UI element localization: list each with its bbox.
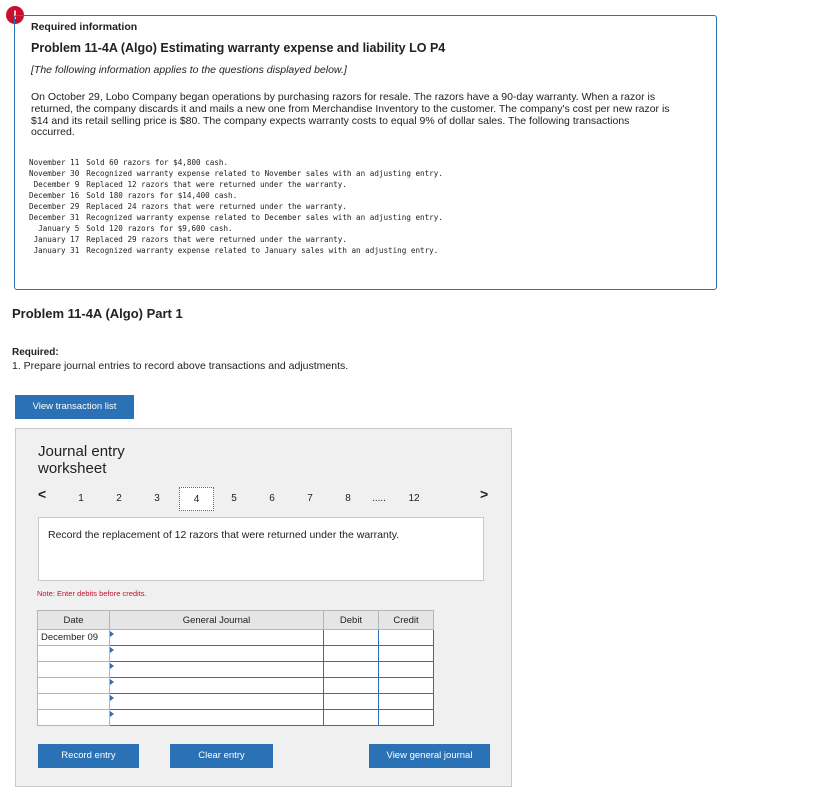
clear-entry-button[interactable]: Clear entry xyxy=(170,744,273,768)
view-transaction-list-button[interactable]: View transaction list xyxy=(15,395,134,419)
debit-input[interactable] xyxy=(324,630,379,646)
transaction-text: Replaced 24 razors that were returned under the warranty. xyxy=(86,202,347,211)
debit-input[interactable] xyxy=(324,662,379,678)
transaction-table xyxy=(29,157,443,256)
transaction-row xyxy=(29,157,443,168)
instruction-text: Record the replacement of 12 razors that were returned under the warranty. xyxy=(48,529,400,541)
transaction-text: Replaced 29 razors that were returned under the warranty. xyxy=(86,235,347,244)
transaction-date: January 17 xyxy=(33,235,80,244)
part-title: Problem 11-4A (Algo) Part 1 xyxy=(12,306,183,321)
debit-input[interactable] xyxy=(324,678,379,694)
credit-input[interactable] xyxy=(379,678,434,694)
account-input[interactable] xyxy=(110,630,324,646)
transaction-row xyxy=(29,245,443,256)
transaction-date: December 9 xyxy=(33,180,80,189)
journal-row xyxy=(38,694,434,710)
date-cell[interactable] xyxy=(38,662,110,678)
page-ellipsis: ..... xyxy=(372,493,386,504)
credit-input[interactable] xyxy=(379,694,434,710)
account-input[interactable] xyxy=(110,694,324,710)
page-link-7[interactable]: 7 xyxy=(307,493,313,504)
debit-input[interactable] xyxy=(324,710,379,726)
info-note: [The following information applies to the questions displayed below.] xyxy=(31,64,347,76)
account-input[interactable] xyxy=(110,710,324,726)
transaction-date: December 16 xyxy=(29,191,80,200)
credit-header: Credit xyxy=(379,611,434,630)
journal-row xyxy=(38,630,434,646)
transaction-row xyxy=(29,223,443,234)
date-cell[interactable]: December 09 xyxy=(38,630,110,646)
journal-row xyxy=(38,710,434,726)
required-label: Required: xyxy=(12,347,59,358)
page-link-1[interactable]: 1 xyxy=(78,493,84,504)
transaction-date: November 30 xyxy=(29,169,80,178)
debit-input[interactable] xyxy=(324,646,379,662)
date-cell[interactable] xyxy=(38,678,110,694)
transaction-date: December 29 xyxy=(29,202,80,211)
transaction-row xyxy=(29,168,443,179)
transaction-text: Sold 180 razors for $14,400 cash. xyxy=(86,191,238,200)
transaction-text: Sold 120 razors for $9,600 cash. xyxy=(86,224,233,233)
transaction-row xyxy=(29,190,443,201)
instruction-box xyxy=(38,517,484,581)
transaction-text: Recognized warranty expense related to January sales with an adjusting entry. xyxy=(86,246,439,255)
date-cell[interactable] xyxy=(38,646,110,662)
page-link-5[interactable]: 5 xyxy=(231,493,237,504)
transaction-text: Recognized warranty expense related to December sales with an adjusting entry. xyxy=(86,213,443,222)
debit-header: Debit xyxy=(324,611,379,630)
next-arrow-icon[interactable]: > xyxy=(480,486,489,502)
date-cell[interactable] xyxy=(38,694,110,710)
transaction-text: Recognized warranty expense related to November sales with an adjusting entry. xyxy=(86,169,443,178)
debit-credit-note: Note: Enter debits before credits. xyxy=(37,589,147,598)
worksheet-title: Journal entry worksheet xyxy=(38,443,125,477)
page-link-6[interactable]: 6 xyxy=(269,493,275,504)
problem-title: Problem 11-4A (Algo) Estimating warranty expense and liability LO P4 xyxy=(31,41,446,55)
date-cell[interactable] xyxy=(38,710,110,726)
account-input[interactable] xyxy=(110,662,324,678)
journal-row xyxy=(38,678,434,694)
page-link-4-active[interactable]: 4 xyxy=(179,487,214,511)
transaction-date: January 31 xyxy=(33,246,80,255)
transaction-row xyxy=(29,212,443,223)
journal-row xyxy=(38,662,434,678)
transaction-text: Sold 60 razors for $4,800 cash. xyxy=(86,158,229,167)
required-text: 1. Prepare journal entries to record above transactions and adjustments. xyxy=(12,360,349,372)
transaction-row xyxy=(29,201,443,212)
transaction-row xyxy=(29,179,443,190)
credit-input[interactable] xyxy=(379,662,434,678)
transaction-date: November 11 xyxy=(29,158,80,167)
journal-table xyxy=(37,610,434,726)
account-input[interactable] xyxy=(110,646,324,662)
page-link-8[interactable]: 8 xyxy=(345,493,351,504)
prev-arrow-icon[interactable]: < xyxy=(38,486,47,502)
record-entry-button[interactable]: Record entry xyxy=(38,744,139,768)
view-general-journal-button[interactable]: View general journal xyxy=(369,744,490,768)
journal-row xyxy=(38,646,434,662)
credit-input[interactable] xyxy=(379,710,434,726)
date-header: Date xyxy=(38,611,110,630)
page-link-12[interactable]: 12 xyxy=(408,493,420,504)
journal-worksheet-panel xyxy=(15,428,512,787)
page-link-3[interactable]: 3 xyxy=(154,493,160,504)
page-link-2[interactable]: 2 xyxy=(116,493,122,504)
debit-input[interactable] xyxy=(324,694,379,710)
transaction-text: Replaced 12 razors that were returned under the warranty. xyxy=(86,180,347,189)
credit-input[interactable] xyxy=(379,646,434,662)
account-input[interactable] xyxy=(110,678,324,694)
required-information-heading: Required information xyxy=(31,21,138,33)
credit-input[interactable] xyxy=(379,630,434,646)
problem-paragraph: On October 29, Lobo Company began operations by purchasing razors for resale. The razors have a 90-day warranty. When a razor is returned, the company discards it and mails a new one from Merchandise Inventory to the customer. The company's cost per new razor is $14 and its retail selling price is $80. The company expects warranty costs to equal 9% of dollar sales. The following transactions occurred. xyxy=(31,91,670,139)
transaction-date: January 5 xyxy=(38,224,80,233)
transaction-row xyxy=(29,234,443,245)
transaction-date: December 31 xyxy=(29,213,80,222)
general-journal-header: General Journal xyxy=(110,611,324,630)
alert-icon: ! xyxy=(6,6,24,24)
